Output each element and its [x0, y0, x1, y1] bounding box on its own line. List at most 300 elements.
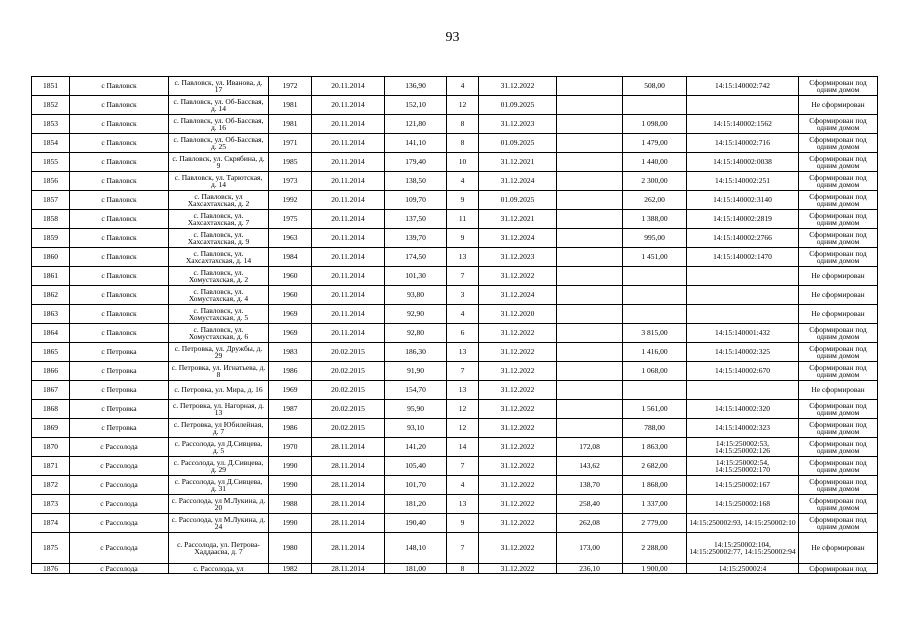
deadline-cell: 31.12.2022: [479, 438, 557, 457]
year-built-cell: 1985: [269, 153, 312, 172]
value-cell: [557, 248, 623, 267]
row-number-cell: 1858: [32, 210, 70, 229]
row-number-cell: 1875: [32, 533, 70, 564]
deadline-cell: 31.12.2022: [479, 457, 557, 476]
status-cell: Сформирован под одним домом: [799, 191, 878, 210]
locality-cell: с Павловск: [70, 324, 169, 343]
row-number-cell: 1866: [32, 362, 70, 381]
locality-cell: с Петровка: [70, 343, 169, 362]
land-area-cell: [623, 305, 687, 324]
cadastral-number-cell: 14:15:140001:432: [687, 324, 799, 343]
locality-cell: с Петровка: [70, 362, 169, 381]
value-cell: [557, 305, 623, 324]
count-cell: 4: [447, 77, 479, 96]
deadline-cell: 31.12.2022: [479, 533, 557, 564]
year-built-cell: 1970: [269, 438, 312, 457]
value-cell: 143,62: [557, 457, 623, 476]
year-built-cell: 1973: [269, 172, 312, 191]
table-row: [32, 210, 878, 229]
status-cell: Сформирован под одним домом: [799, 343, 878, 362]
cadastral-number-cell: 14:15:250002:167: [687, 476, 799, 495]
status-cell: Не сформирован: [799, 533, 878, 564]
table-row: [32, 457, 878, 476]
address-cell: с. Петровка, ул Юбилейная, д. 7: [169, 419, 269, 438]
area-cell: 95,90: [385, 400, 447, 419]
row-number-cell: 1864: [32, 324, 70, 343]
cadastral-number-cell: 14:15:250002:104, 14:15:250002:77, 14:15:250002:94: [687, 533, 799, 564]
row-number-cell: 1860: [32, 248, 70, 267]
area-cell: 179,40: [385, 153, 447, 172]
status-cell: Сформирован под одним домом: [799, 400, 878, 419]
status-cell: Сформирован под одним домом: [799, 457, 878, 476]
year-built-cell: 1982: [269, 564, 312, 574]
status-cell: Сформирован под одним домом: [799, 115, 878, 134]
row-number-cell: 1869: [32, 419, 70, 438]
area-cell: 141,10: [385, 134, 447, 153]
address-cell: с. Рассолода, ул М.Лукина, д. 24: [169, 514, 269, 533]
address-cell: с. Павловск, ул. Хомустахская, д. 4: [169, 286, 269, 305]
row-number-cell: 1854: [32, 134, 70, 153]
deadline-cell: 31.12.2021: [479, 210, 557, 229]
land-area-cell: [623, 267, 687, 286]
cadastral-number-cell: 14:15:140002:670: [687, 362, 799, 381]
deadline-cell: 31.12.2022: [479, 343, 557, 362]
locality-cell: с Рассолода: [70, 476, 169, 495]
deadline-cell: 31.12.2022: [479, 267, 557, 286]
address-cell: с. Павловск, ул. Хахсахтахская, д. 9: [169, 229, 269, 248]
deadline-cell: 31.12.2022: [479, 324, 557, 343]
cadastral-number-cell: [687, 286, 799, 305]
status-cell: Не сформирован: [799, 96, 878, 115]
table-row: [32, 476, 878, 495]
area-cell: 101,30: [385, 267, 447, 286]
locality-cell: с Рассолода: [70, 438, 169, 457]
deadline-cell: 01.09.2025: [479, 134, 557, 153]
row-number-cell: 1865: [32, 343, 70, 362]
deadline-cell: 31.12.2022: [479, 564, 557, 574]
year-built-cell: 1972: [269, 77, 312, 96]
year-built-cell: 1987: [269, 400, 312, 419]
area-cell: 136,90: [385, 77, 447, 96]
row-number-cell: 1852: [32, 96, 70, 115]
cadastral-number-cell: 14:15:140002:251: [687, 172, 799, 191]
status-cell: Сформирован под одним домом: [799, 324, 878, 343]
deadline-cell: 31.12.2022: [479, 381, 557, 400]
recognition-date-cell: 20.02.2015: [312, 400, 385, 419]
year-built-cell: 1992: [269, 191, 312, 210]
locality-cell: с Павловск: [70, 286, 169, 305]
cadastral-number-cell: [687, 305, 799, 324]
count-cell: 4: [447, 476, 479, 495]
year-built-cell: 1986: [269, 419, 312, 438]
row-number-cell: 1870: [32, 438, 70, 457]
address-cell: с. Рассолода, ул Д.Сивцева, д. 31: [169, 476, 269, 495]
year-built-cell: 1960: [269, 267, 312, 286]
deadline-cell: 31.12.2022: [479, 476, 557, 495]
deadline-cell: 31.12.2024: [479, 229, 557, 248]
deadline-cell: 31.12.2022: [479, 77, 557, 96]
area-cell: 154,70: [385, 381, 447, 400]
row-number-cell: 1867: [32, 381, 70, 400]
area-cell: 101,70: [385, 476, 447, 495]
value-cell: [557, 153, 623, 172]
area-cell: 181,20: [385, 495, 447, 514]
address-cell: с. Рассолода, ул М.Лукина, д. 20: [169, 495, 269, 514]
table-row: [32, 96, 878, 115]
recognition-date-cell: 20.11.2014: [312, 77, 385, 96]
status-cell: Сформирован под одним домом: [799, 134, 878, 153]
status-cell: Сформирован под одним домом: [799, 419, 878, 438]
table-body: [32, 77, 878, 574]
deadline-cell: 31.12.2024: [479, 172, 557, 191]
status-cell: Сформирован под одним домом: [799, 172, 878, 191]
value-cell: 262,08: [557, 514, 623, 533]
table-row: [32, 191, 878, 210]
address-cell: с. Петровка, ул. Игнатьева, д. 8: [169, 362, 269, 381]
row-number-cell: 1863: [32, 305, 70, 324]
row-number-cell: 1861: [32, 267, 70, 286]
cadastral-number-cell: 14:15:140002:3140: [687, 191, 799, 210]
land-area-cell: 1 451,00: [623, 248, 687, 267]
cadastral-number-cell: 14:15:140002:2819: [687, 210, 799, 229]
land-area-cell: 1 561,00: [623, 400, 687, 419]
address-cell: с. Рассолода, ул Д.Сивцева, д. 5: [169, 438, 269, 457]
land-area-cell: [623, 381, 687, 400]
table-row: [32, 229, 878, 248]
count-cell: 13: [447, 343, 479, 362]
recognition-date-cell: 20.02.2015: [312, 362, 385, 381]
value-cell: [557, 210, 623, 229]
count-cell: 14: [447, 438, 479, 457]
area-cell: 121,80: [385, 115, 447, 134]
area-cell: 105,40: [385, 457, 447, 476]
status-cell: Сформирован под одним домом: [799, 229, 878, 248]
count-cell: 4: [447, 172, 479, 191]
year-built-cell: 1969: [269, 324, 312, 343]
recognition-date-cell: 28.11.2014: [312, 514, 385, 533]
land-area-cell: 1 479,00: [623, 134, 687, 153]
recognition-date-cell: 28.11.2014: [312, 564, 385, 574]
deadline-cell: 31.12.2022: [479, 495, 557, 514]
table-row: [32, 514, 878, 533]
address-cell: с. Павловск, ул. Хахсахтахская, д. 14: [169, 248, 269, 267]
value-cell: [557, 191, 623, 210]
deadline-cell: 31.12.2020: [479, 305, 557, 324]
recognition-date-cell: 28.11.2014: [312, 457, 385, 476]
area-cell: 174,50: [385, 248, 447, 267]
page-number: 93: [445, 30, 460, 45]
land-area-cell: 1 068,00: [623, 362, 687, 381]
year-built-cell: 1971: [269, 134, 312, 153]
table-row: [32, 400, 878, 419]
area-cell: 93,10: [385, 419, 447, 438]
row-number-cell: 1853: [32, 115, 70, 134]
count-cell: 7: [447, 533, 479, 564]
status-cell: Сформирован под одним домом: [799, 153, 878, 172]
row-number-cell: 1862: [32, 286, 70, 305]
area-cell: 148,10: [385, 533, 447, 564]
value-cell: [557, 229, 623, 248]
table-row: [32, 381, 878, 400]
land-area-cell: 3 815,00: [623, 324, 687, 343]
year-built-cell: 1990: [269, 514, 312, 533]
table-row: [32, 564, 878, 574]
count-cell: 8: [447, 134, 479, 153]
area-cell: 92,80: [385, 324, 447, 343]
recognition-date-cell: 20.11.2014: [312, 96, 385, 115]
row-number-cell: 1874: [32, 514, 70, 533]
area-cell: 138,50: [385, 172, 447, 191]
value-cell: [557, 115, 623, 134]
deadline-cell: 31.12.2021: [479, 153, 557, 172]
land-area-cell: 1 416,00: [623, 343, 687, 362]
deadline-cell: 01.09.2025: [479, 191, 557, 210]
table-row: [32, 305, 878, 324]
table-row: [32, 438, 878, 457]
recognition-date-cell: 20.11.2014: [312, 134, 385, 153]
row-number-cell: 1859: [32, 229, 70, 248]
year-built-cell: 1984: [269, 248, 312, 267]
address-cell: с. Рассолода, ул. Д.Сивцева, д. 29: [169, 457, 269, 476]
land-area-cell: 2 288,00: [623, 533, 687, 564]
land-area-cell: 1 388,00: [623, 210, 687, 229]
value-cell: 173,00: [557, 533, 623, 564]
value-cell: [557, 381, 623, 400]
value-cell: [557, 96, 623, 115]
value-cell: 258,40: [557, 495, 623, 514]
cadastral-number-cell: [687, 96, 799, 115]
area-cell: 152,10: [385, 96, 447, 115]
deadline-cell: 31.12.2022: [479, 400, 557, 419]
area-cell: 109,70: [385, 191, 447, 210]
address-cell: с. Павловск, ул. Об-Бассвая, д. 14: [169, 96, 269, 115]
recognition-date-cell: 20.11.2014: [312, 191, 385, 210]
cadastral-number-cell: 14:15:250002:53, 14:15:250002:126: [687, 438, 799, 457]
address-cell: с. Петровка, ул. Дружбы, д. 29: [169, 343, 269, 362]
status-cell: Сформирован под: [799, 564, 878, 574]
recognition-date-cell: 20.11.2014: [312, 229, 385, 248]
status-cell: Сформирован под одним домом: [799, 438, 878, 457]
year-built-cell: 1975: [269, 210, 312, 229]
land-area-cell: 2 779,00: [623, 514, 687, 533]
cadastral-number-cell: 14:15:140002:1562: [687, 115, 799, 134]
land-area-cell: 2 682,00: [623, 457, 687, 476]
locality-cell: с Павловск: [70, 191, 169, 210]
status-cell: Сформирован под одним домом: [799, 210, 878, 229]
year-built-cell: 1988: [269, 495, 312, 514]
table-row: [32, 267, 878, 286]
recognition-date-cell: 20.11.2014: [312, 210, 385, 229]
locality-cell: с Петровка: [70, 419, 169, 438]
cadastral-number-cell: 14:15:250002:168: [687, 495, 799, 514]
deadline-cell: 31.12.2022: [479, 419, 557, 438]
value-cell: [557, 172, 623, 191]
locality-cell: с Петровка: [70, 400, 169, 419]
year-built-cell: 1960: [269, 286, 312, 305]
address-cell: с. Павловск, ул. Хомустахская, д. 2: [169, 267, 269, 286]
deadline-cell: 31.12.2022: [479, 362, 557, 381]
locality-cell: с Павловск: [70, 248, 169, 267]
year-built-cell: 1969: [269, 305, 312, 324]
count-cell: 4: [447, 305, 479, 324]
deadline-cell: 31.12.2022: [479, 514, 557, 533]
deadline-cell: 01.09.2025: [479, 96, 557, 115]
count-cell: 12: [447, 419, 479, 438]
locality-cell: с Рассолода: [70, 514, 169, 533]
cadastral-number-cell: 14:15:140002:716: [687, 134, 799, 153]
address-cell: с. Павловск, ул. Хахсахтахская, д. 7: [169, 210, 269, 229]
recognition-date-cell: 20.02.2015: [312, 343, 385, 362]
row-number-cell: 1851: [32, 77, 70, 96]
table-row: [32, 286, 878, 305]
count-cell: 12: [447, 400, 479, 419]
locality-cell: с Рассолода: [70, 533, 169, 564]
year-built-cell: 1990: [269, 476, 312, 495]
value-cell: [557, 400, 623, 419]
value-cell: [557, 324, 623, 343]
table-row: [32, 153, 878, 172]
value-cell: [557, 362, 623, 381]
table-row: [32, 362, 878, 381]
locality-cell: с Павловск: [70, 153, 169, 172]
count-cell: 7: [447, 457, 479, 476]
land-area-cell: 1 863,00: [623, 438, 687, 457]
cadastral-number-cell: [687, 267, 799, 286]
area-cell: 137,50: [385, 210, 447, 229]
table-row: [32, 248, 878, 267]
cadastral-number-cell: 14:15:250002:93, 14:15:250002:10: [687, 514, 799, 533]
area-cell: 186,30: [385, 343, 447, 362]
count-cell: 7: [447, 362, 479, 381]
land-area-cell: 995,00: [623, 229, 687, 248]
cadastral-number-cell: 14:15:140002:323: [687, 419, 799, 438]
value-cell: [557, 419, 623, 438]
row-number-cell: 1857: [32, 191, 70, 210]
housing-registry-table: [31, 76, 878, 574]
locality-cell: с Павловск: [70, 77, 169, 96]
address-cell: с. Павловск, ул. Об-Бассвая, д. 16: [169, 115, 269, 134]
value-cell: 138,70: [557, 476, 623, 495]
value-cell: 172,08: [557, 438, 623, 457]
recognition-date-cell: 28.11.2014: [312, 438, 385, 457]
table-row: [32, 77, 878, 96]
status-cell: Сформирован под одним домом: [799, 495, 878, 514]
table-row: [32, 495, 878, 514]
address-cell: с. Рассолода, ул: [169, 564, 269, 574]
locality-cell: с Рассолода: [70, 457, 169, 476]
recognition-date-cell: 28.11.2014: [312, 533, 385, 564]
table-row: [32, 172, 878, 191]
recognition-date-cell: 20.11.2014: [312, 286, 385, 305]
deadline-cell: 31.12.2024: [479, 286, 557, 305]
value-cell: [557, 134, 623, 153]
cadastral-number-cell: 14:15:140002:320: [687, 400, 799, 419]
land-area-cell: 508,00: [623, 77, 687, 96]
land-area-cell: 1 337,00: [623, 495, 687, 514]
status-cell: Не сформирован: [799, 267, 878, 286]
cadastral-number-cell: 14:15:250002:54, 14:15:250002:170: [687, 457, 799, 476]
count-cell: 7: [447, 267, 479, 286]
area-cell: 139,70: [385, 229, 447, 248]
land-area-cell: 1 440,00: [623, 153, 687, 172]
address-cell: с. Павловск, ул. Иванова, д. 17: [169, 77, 269, 96]
recognition-date-cell: 20.11.2014: [312, 305, 385, 324]
row-number-cell: 1856: [32, 172, 70, 191]
row-number-cell: 1868: [32, 400, 70, 419]
value-cell: [557, 286, 623, 305]
area-cell: 91,90: [385, 362, 447, 381]
value-cell: 236,10: [557, 564, 623, 574]
table-row: [32, 324, 878, 343]
status-cell: Сформирован под одним домом: [799, 476, 878, 495]
address-cell: с. Павловск, ул. Об-Бассвая, д. 25: [169, 134, 269, 153]
locality-cell: с Павловск: [70, 134, 169, 153]
area-cell: 141,20: [385, 438, 447, 457]
recognition-date-cell: 28.11.2014: [312, 476, 385, 495]
recognition-date-cell: 20.02.2015: [312, 419, 385, 438]
cadastral-number-cell: [687, 381, 799, 400]
recognition-date-cell: 28.11.2014: [312, 495, 385, 514]
area-cell: 92,90: [385, 305, 447, 324]
table-row: [32, 115, 878, 134]
value-cell: [557, 343, 623, 362]
count-cell: 13: [447, 248, 479, 267]
locality-cell: с Павловск: [70, 172, 169, 191]
count-cell: 12: [447, 96, 479, 115]
address-cell: с. Павловск, ул. Хомустахская, д. 6: [169, 324, 269, 343]
count-cell: 3: [447, 286, 479, 305]
year-built-cell: 1963: [269, 229, 312, 248]
count-cell: 8: [447, 115, 479, 134]
land-area-cell: 1 868,00: [623, 476, 687, 495]
address-cell: с. Рассолода, ул. Петрова-Хаддаасва, д. 7: [169, 533, 269, 564]
cadastral-number-cell: 14:15:140002:325: [687, 343, 799, 362]
count-cell: 9: [447, 514, 479, 533]
row-number-cell: 1871: [32, 457, 70, 476]
address-cell: с. Павловск, ул Хахсахтахская, д. 2: [169, 191, 269, 210]
recognition-date-cell: 20.11.2014: [312, 115, 385, 134]
year-built-cell: 1980: [269, 533, 312, 564]
land-area-cell: 262,00: [623, 191, 687, 210]
cadastral-number-cell: 14:15:140002:742: [687, 77, 799, 96]
year-built-cell: 1983: [269, 343, 312, 362]
land-area-cell: 2 300,00: [623, 172, 687, 191]
year-built-cell: 1981: [269, 96, 312, 115]
table-row: [32, 134, 878, 153]
locality-cell: с Павловск: [70, 210, 169, 229]
status-cell: Не сформирован: [799, 286, 878, 305]
cadastral-number-cell: 14:15:250002:4: [687, 564, 799, 574]
address-cell: с. Петровка, ул. Мира, д. 16: [169, 381, 269, 400]
cadastral-number-cell: 14:15:140002:2766: [687, 229, 799, 248]
count-cell: 6: [447, 324, 479, 343]
deadline-cell: 31.12.2023: [479, 248, 557, 267]
cadastral-number-cell: 14:15:140002:0038: [687, 153, 799, 172]
status-cell: Не сформирован: [799, 381, 878, 400]
row-number-cell: 1876: [32, 564, 70, 574]
recognition-date-cell: 20.11.2014: [312, 153, 385, 172]
cadastral-number-cell: 14:15:140002:1470: [687, 248, 799, 267]
land-area-cell: [623, 96, 687, 115]
address-cell: с. Павловск, ул. Хомустахская, д. 5: [169, 305, 269, 324]
status-cell: Сформирован под одним домом: [799, 248, 878, 267]
count-cell: 9: [447, 191, 479, 210]
land-area-cell: 1 900,00: [623, 564, 687, 574]
locality-cell: с Павловск: [70, 229, 169, 248]
row-number-cell: 1872: [32, 476, 70, 495]
address-cell: с. Павловск, ул. Тарютская, д. 14: [169, 172, 269, 191]
deadline-cell: 31.12.2023: [479, 115, 557, 134]
